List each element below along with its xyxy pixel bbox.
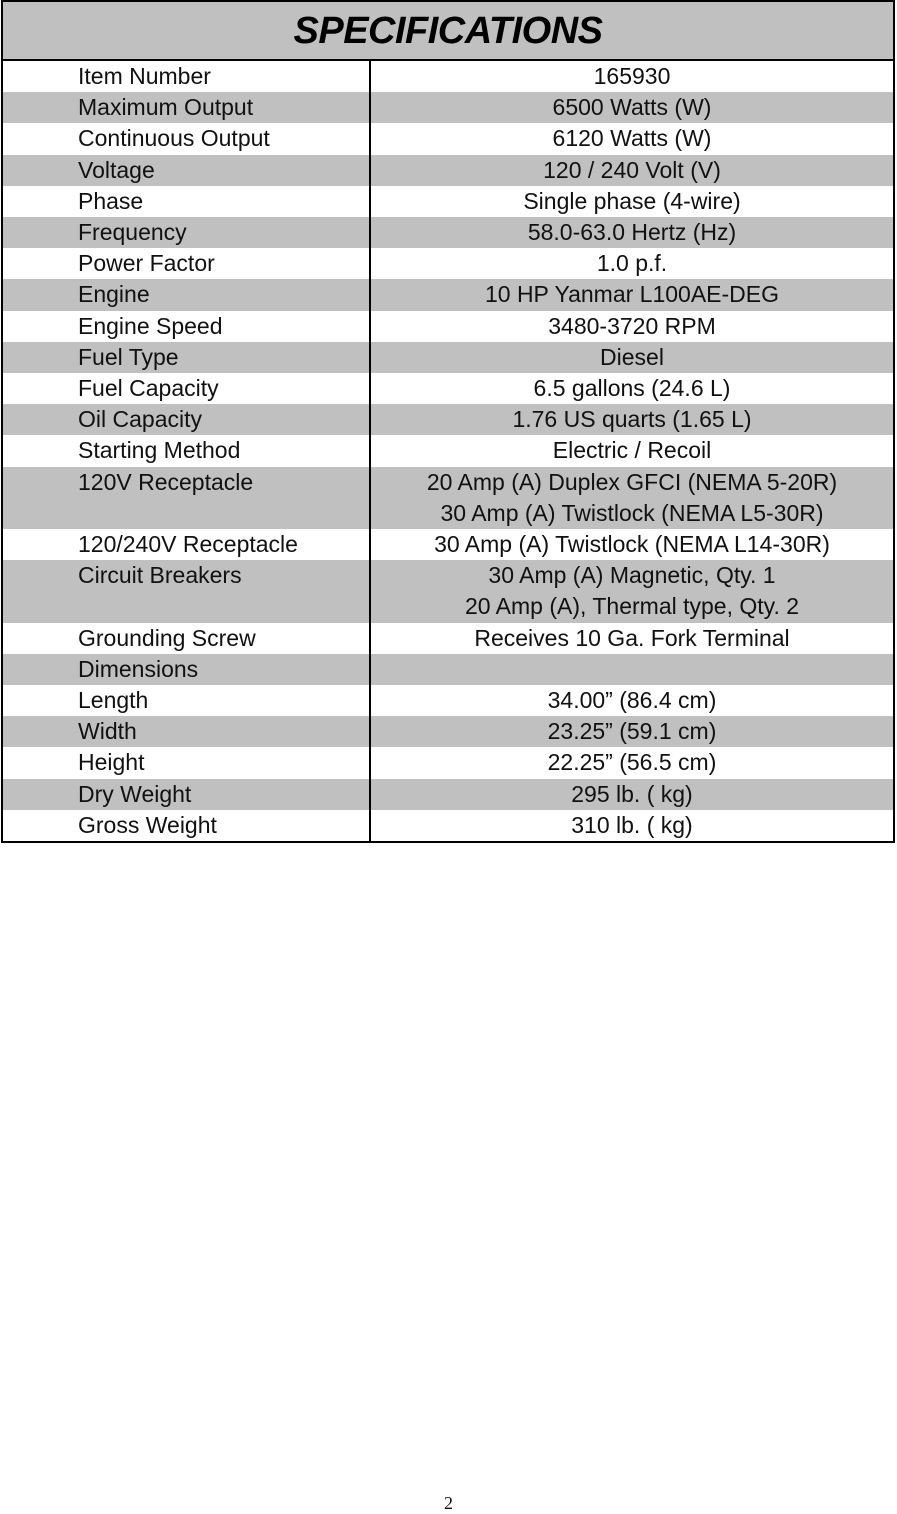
- spec-value: [371, 92, 893, 123]
- spec-value-line: Single phase (4-wire): [523, 187, 741, 214]
- spec-label: Fuel Capacity: [3, 373, 371, 404]
- spec-value: [371, 623, 893, 654]
- spec-row: [3, 685, 893, 716]
- specifications-title: SPECIFICATIONS: [293, 10, 603, 52]
- spec-row: [3, 560, 893, 622]
- spec-row: [3, 716, 893, 747]
- spec-row: [3, 155, 893, 186]
- spec-row: [3, 467, 893, 529]
- spec-value: [371, 279, 893, 310]
- spec-row: [3, 529, 893, 560]
- spec-value: [371, 248, 893, 279]
- spec-value: [371, 155, 893, 186]
- spec-value: [371, 61, 893, 92]
- spec-label: Engine Speed: [3, 311, 371, 342]
- spec-value: [371, 404, 893, 435]
- spec-value: [371, 529, 893, 560]
- spec-value-line: 1.0 p.f.: [596, 250, 668, 277]
- spec-row: [3, 747, 893, 778]
- spec-value-line: 34.00” (86.4 cm): [547, 687, 717, 714]
- spec-value-line: Diesel: [600, 343, 664, 370]
- spec-row: [3, 654, 893, 685]
- spec-label: Item Number: [3, 61, 371, 92]
- spec-value: [371, 342, 893, 373]
- specifications-header: [3, 2, 893, 61]
- spec-label: Width: [3, 716, 371, 747]
- spec-value: [371, 747, 893, 778]
- spec-row: [3, 779, 893, 810]
- spec-value: [371, 217, 893, 248]
- spec-row: [3, 279, 893, 310]
- spec-row: [3, 186, 893, 217]
- spec-label: Engine: [3, 279, 371, 310]
- spec-value-line: 3480-3720 RPM: [548, 312, 716, 339]
- spec-value-line: 295 lb. ( kg): [571, 780, 693, 807]
- spec-value-line: 120 / 240 Volt (V): [543, 156, 721, 183]
- spec-label: Grounding Screw: [3, 623, 371, 654]
- spec-row: [3, 810, 893, 841]
- spec-row: [3, 373, 893, 404]
- spec-label: Voltage: [3, 155, 371, 186]
- spec-value: [371, 685, 893, 716]
- spec-label: Length: [3, 685, 371, 716]
- spec-value-line: 20 Amp (A), Thermal type, Qty. 2: [464, 593, 800, 620]
- spec-value-line: 23.25” (59.1 cm): [547, 718, 717, 745]
- spec-label: 120/240V Receptacle: [3, 529, 371, 560]
- spec-label: Maximum Output: [3, 92, 371, 123]
- spec-value: [371, 810, 893, 841]
- spec-value-line: 20 Amp (A) Duplex GFCI (NEMA 5-20R): [426, 468, 838, 495]
- spec-label: Phase: [3, 186, 371, 217]
- spec-value: [371, 467, 893, 529]
- page-number: 2: [444, 1493, 453, 1513]
- spec-value: [371, 373, 893, 404]
- spec-label: Power Factor: [3, 248, 371, 279]
- spec-value: [371, 654, 893, 685]
- spec-value-line: 58.0-63.0 Hertz (Hz): [527, 219, 737, 246]
- spec-row: [3, 123, 893, 154]
- spec-value: [371, 779, 893, 810]
- spec-label: Circuit Breakers: [3, 560, 371, 622]
- spec-value-line: Receives 10 Ga. Fork Terminal: [474, 624, 790, 651]
- spec-row: [3, 92, 893, 123]
- spec-value-line: 30 Amp (A) Magnetic, Qty. 1: [488, 562, 776, 589]
- spec-row: [3, 311, 893, 342]
- specifications-table: [1, 0, 895, 843]
- spec-value-line: 6500 Watts (W): [552, 94, 712, 121]
- spec-label: Height: [3, 747, 371, 778]
- spec-value-line: 30 Amp (A) Twistlock (NEMA L5-30R): [440, 499, 824, 526]
- spec-label: Frequency: [3, 217, 371, 248]
- spec-row: [3, 623, 893, 654]
- spec-row: [3, 217, 893, 248]
- spec-value-line: 165930: [593, 63, 671, 89]
- spec-label: Gross Weight: [3, 810, 371, 841]
- spec-value-line: 310 lb. ( kg): [571, 811, 693, 838]
- spec-value: [371, 123, 893, 154]
- spec-value: [371, 311, 893, 342]
- spec-value-line: 1.76 US quarts (1.65 L): [512, 406, 752, 433]
- spec-row: [3, 435, 893, 466]
- spec-label: Fuel Type: [3, 342, 371, 373]
- spec-row: [3, 404, 893, 435]
- spec-value-line: Electric / Recoil: [552, 437, 712, 464]
- spec-value-line: [371, 654, 893, 685]
- spec-value: [371, 716, 893, 747]
- spec-label: Continuous Output: [3, 123, 371, 154]
- spec-value: [371, 560, 893, 622]
- spec-row: [3, 248, 893, 279]
- spec-row: [3, 61, 893, 92]
- specifications-rows: [3, 61, 893, 841]
- spec-label: Oil Capacity: [3, 404, 371, 435]
- spec-value-line: 10 HP Yanmar L100AE-DEG: [484, 281, 780, 308]
- spec-label: 120V Receptacle: [3, 467, 371, 529]
- spec-label: Dry Weight: [3, 779, 371, 810]
- spec-value: [371, 435, 893, 466]
- spec-value-line: 6.5 gallons (24.6 L): [533, 375, 731, 402]
- spec-value-line: 22.25” (56.5 cm): [547, 749, 717, 776]
- spec-label: Starting Method: [3, 435, 371, 466]
- spec-label: Dimensions: [3, 654, 371, 685]
- spec-row: [3, 342, 893, 373]
- spec-value-line: 6120 Watts (W): [552, 125, 712, 152]
- spec-value: [371, 186, 893, 217]
- spec-value-line: 30 Amp (A) Twistlock (NEMA L14-30R): [434, 531, 830, 558]
